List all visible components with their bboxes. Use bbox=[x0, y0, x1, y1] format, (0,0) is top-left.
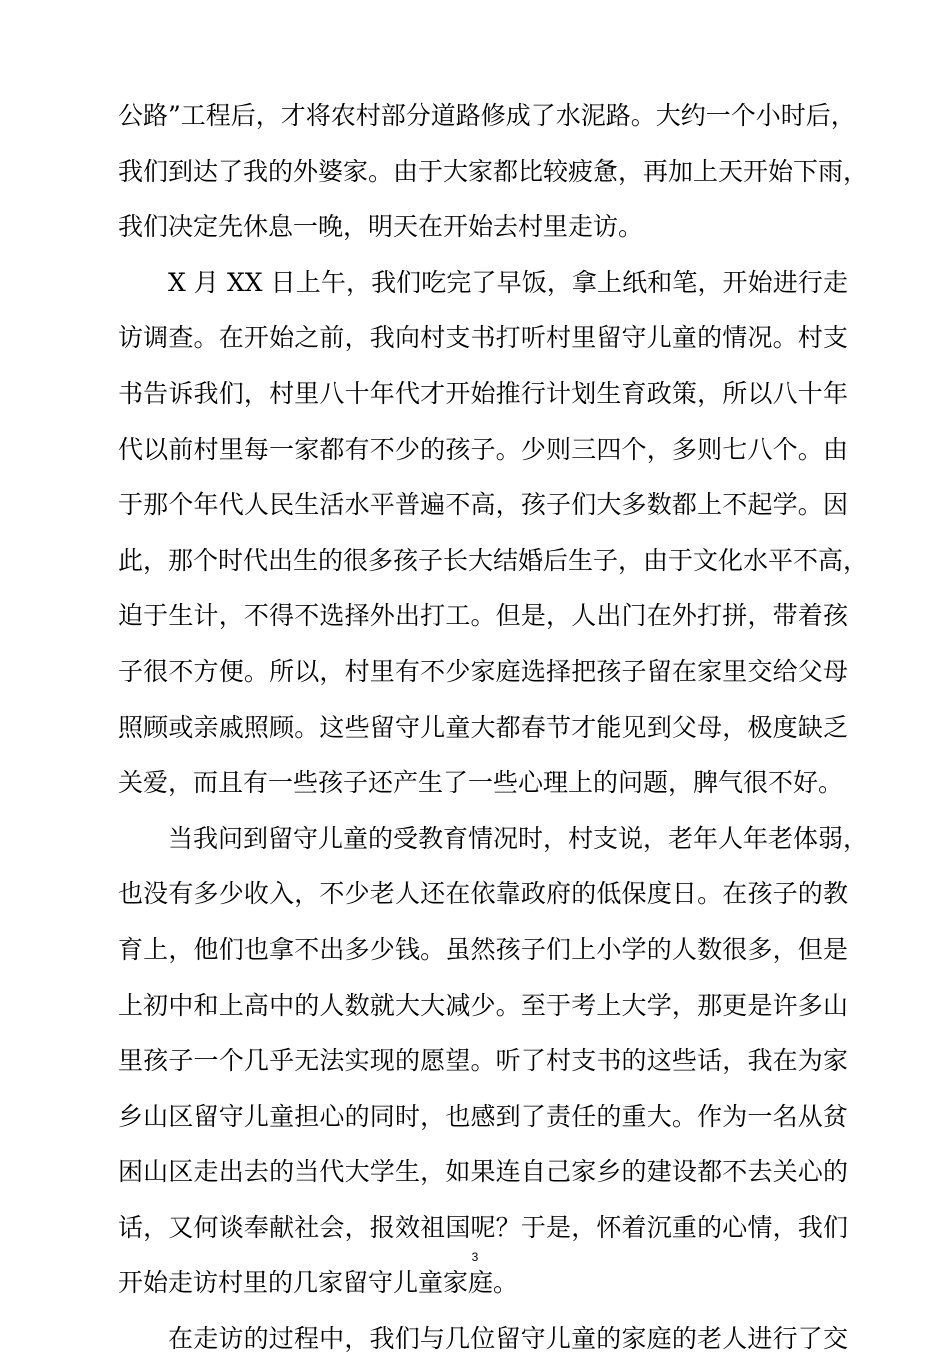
text-line: 困山区走出去的当代大学生，如果连自己家乡的建设都不去关心的 bbox=[118, 1157, 848, 1187]
text-line: 照顾或亲戚照顾。这些留守儿童大都春节才能见到父母，极度缺乏 bbox=[118, 712, 848, 742]
text-line: 迫于生计，不得不选择外出打工。但是，人出门在外打拼，带着孩 bbox=[118, 601, 848, 631]
text-line: 访调查。在开始之前，我向村支书打听村里留守儿童的情况。村支 bbox=[118, 323, 848, 353]
text-line: 我们决定先休息一晚，明天在开始去村里走访。 bbox=[118, 212, 644, 242]
text-line: 代以前村里每一家都有不少的孩子。少则三四个，多则七八个。由 bbox=[118, 434, 848, 464]
text-line: 里孩子一个几乎无法实现的愿望。听了村支书的这些话，我在为家 bbox=[118, 1046, 848, 1076]
text-line: 于那个年代人民生活水平普遍不高，孩子们大多数都上不起学。因 bbox=[118, 490, 848, 520]
text-line: 书告诉我们，村里八十年代才开始推行计划生育政策，所以八十年 bbox=[118, 378, 848, 408]
page-number: 3 bbox=[471, 1250, 479, 1264]
text-line: 我们到达了我的外婆家。由于大家都比较疲惫，再加上天开始下雨， bbox=[118, 156, 869, 186]
text-line: 也没有多少收入，不少老人还在依靠政府的低保度日。在孩子的教 bbox=[118, 879, 848, 909]
text-line: 此，那个时代出生的很多孩子长大结婚后生子，由于文化水平不高， bbox=[118, 545, 869, 575]
paragraph-start-line: 在走访的过程中，我们与几位留守儿童的家庭的老人进行了交 bbox=[168, 1324, 848, 1354]
body-text bbox=[118, 88, 869, 1367]
text-line: 子很不方便。所以，村里有不少家庭选择把孩子留在家里交给父母 bbox=[118, 656, 848, 686]
paragraph-start-line: 当我问到留守儿童的受教育情况时，村支说，老年人年老体弱， bbox=[168, 823, 869, 853]
paragraph-start-line: X 月 XX 日上午，我们吃完了早饭，拿上纸和笔，开始进行走 bbox=[168, 267, 848, 297]
text-line: 乡山区留守儿童担心的同时，也感到了责任的重大。作为一名从贫 bbox=[118, 1101, 848, 1131]
text-line: 开始走访村里的几家留守儿童家庭。 bbox=[118, 1268, 519, 1298]
text-line: 关爱，而且有一些孩子还产生了一些心理上的问题，脾气很不好。 bbox=[118, 768, 844, 798]
text-line: 话，又何谈奉献社会，报效祖国呢？于是，怀着沉重的心情，我们 bbox=[118, 1212, 848, 1242]
text-line: 育上，他们也拿不出多少钱。虽然孩子们上小学的人数很多，但是 bbox=[118, 934, 848, 964]
text-line: 上初中和上高中的人数就大大减少。至于考上大学，那更是许多山 bbox=[118, 990, 848, 1020]
text-line: 公路”工程后，才将农村部分道路修成了水泥路。大约一个小时后， bbox=[118, 101, 856, 130]
